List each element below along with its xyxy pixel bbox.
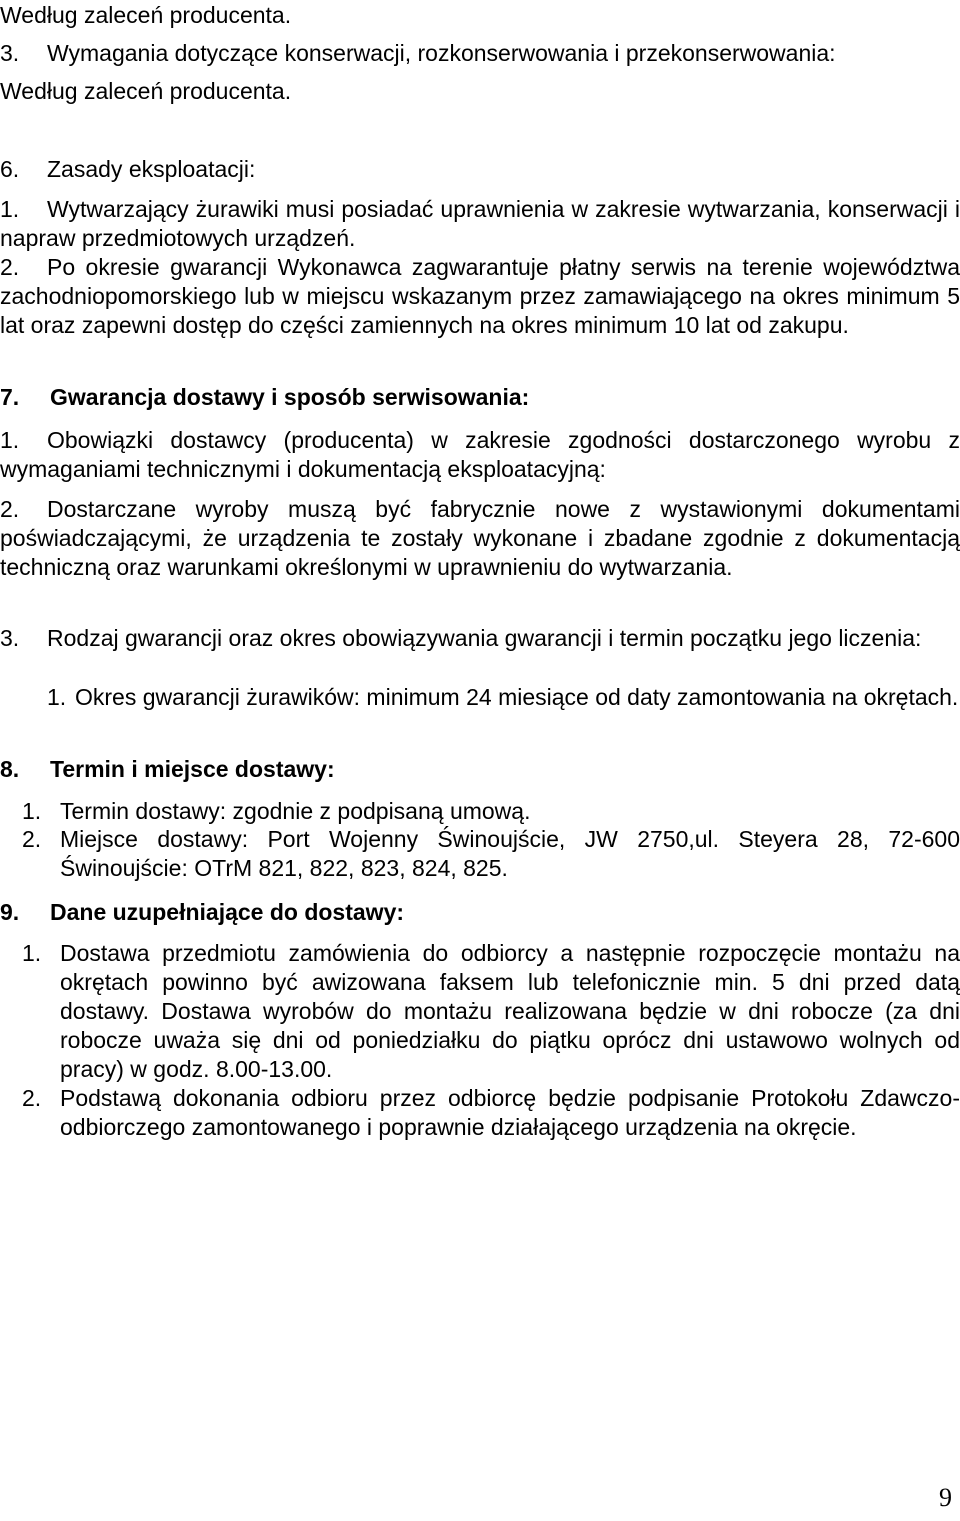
req3-number: 3. (0, 40, 20, 66)
section-8-item-1-text: Termin dostawy: zgodnie z podpisaną umową. (60, 798, 531, 824)
section-9-number: 9. (0, 899, 20, 925)
section-7-item-3-text: Rodzaj gwarancji oraz okres obowiązywania gwarancji i termin początku jego liczenia: (47, 625, 922, 651)
section-6-number: 6. (0, 156, 20, 182)
section-8-item-2-number: 2. (22, 826, 42, 852)
section-9-title: Dane uzupełniające do dostawy: (50, 899, 405, 925)
section-9-item-1-number: 1. (22, 940, 42, 966)
section-7-sub-1-text: Okres gwarancji żurawików: minimum 24 miesiące od daty zamontowania na okrętach. (75, 684, 959, 710)
intro-text-2: Według zaleceń producenta. (0, 78, 292, 104)
req3-text: Wymagania dotyczące konserwacji, rozkonserwowania i przekonserwowania: (47, 40, 836, 66)
section-9-item-1-text: Dostawa przedmiotu zamówienia do odbiorcy a następnie rozpoczęcie montażu na okrętach powinno być awizowana faksem lub telefonicznie min. 5 dni przed datą dostawy. Dostawa wyrobów do montażu realizowana będzie w dni robocze (za dni robocze uważa się dni od poniedziałku do piątku oprócz dni ustawowo wolnych od pracy) w godz. 8.00-13.00. (60, 940, 960, 1082)
section-7-sub-1-number: 1. (47, 684, 67, 710)
section-9-item-2-text: Podstawą dokonania odbioru przez odbiorcę będzie podpisanie Protokołu Zdawczo-odbiorczego zamontowanego i poprawnie działającego urządzenia na okręcie. (60, 1085, 960, 1140)
section-8-number: 8. (0, 756, 20, 782)
section-7-number: 7. (0, 384, 20, 410)
section-7-item-1-text: Obowiązki dostawcy (producenta) w zakresie zgodności dostarczonego wyrobu z wymaganiami technicznymi i dokumentacją eksploatacyjną: (0, 427, 960, 482)
intro-text-1: Według zaleceń producenta. (0, 2, 292, 28)
section-6-item-2-text: Po okresie gwarancji Wykonawca zagwarantuje płatny serwis na terenie województwa zachodniopomorskiego lub w miejscu wskazanym przez zamawiającego na okres minimum 5 lat oraz zapewni dostęp do części zamiennych na okres minimum 10 lat od zakupu. (0, 254, 960, 338)
section-6-item-2-number: 2. (0, 254, 20, 280)
section-7-item-1-number: 1. (0, 427, 20, 453)
page-number: 9 (939, 1483, 952, 1512)
section-6-item-1-number: 1. (0, 196, 20, 222)
section-6-item-1-text: Wytwarzający żurawiki musi posiadać uprawnienia w zakresie wytwarzania, konserwacji i napraw przedmiotowych urządzeń. (0, 196, 960, 251)
section-8-title: Termin i miejsce dostawy: (50, 756, 335, 782)
section-9-item-2-number: 2. (22, 1085, 42, 1111)
section-6-title: Zasady eksploatacji: (47, 156, 256, 182)
section-7-item-2-number: 2. (0, 496, 20, 522)
section-7-item-2-text: Dostarczane wyroby muszą być fabrycznie nowe z wystawionymi dokumentami poświadczającymi, że urządzenia te zostały wykonane i zbadane zgodnie z dokumentacją techniczną oraz warunkami określonymi w uprawnieniu do wytwarzania. (0, 496, 960, 580)
section-8-item-1-number: 1. (22, 798, 42, 824)
section-7-item-3-number: 3. (0, 625, 20, 651)
section-7-title: Gwarancja dostawy i sposób serwisowania: (50, 384, 530, 410)
section-8-item-2-text: Miejsce dostawy: Port Wojenny Świnoujście, JW 2750,ul. Steyera 28, 72-600 Świnoujście: OTrM 821, 822, 823, 824, 825. (60, 826, 960, 881)
